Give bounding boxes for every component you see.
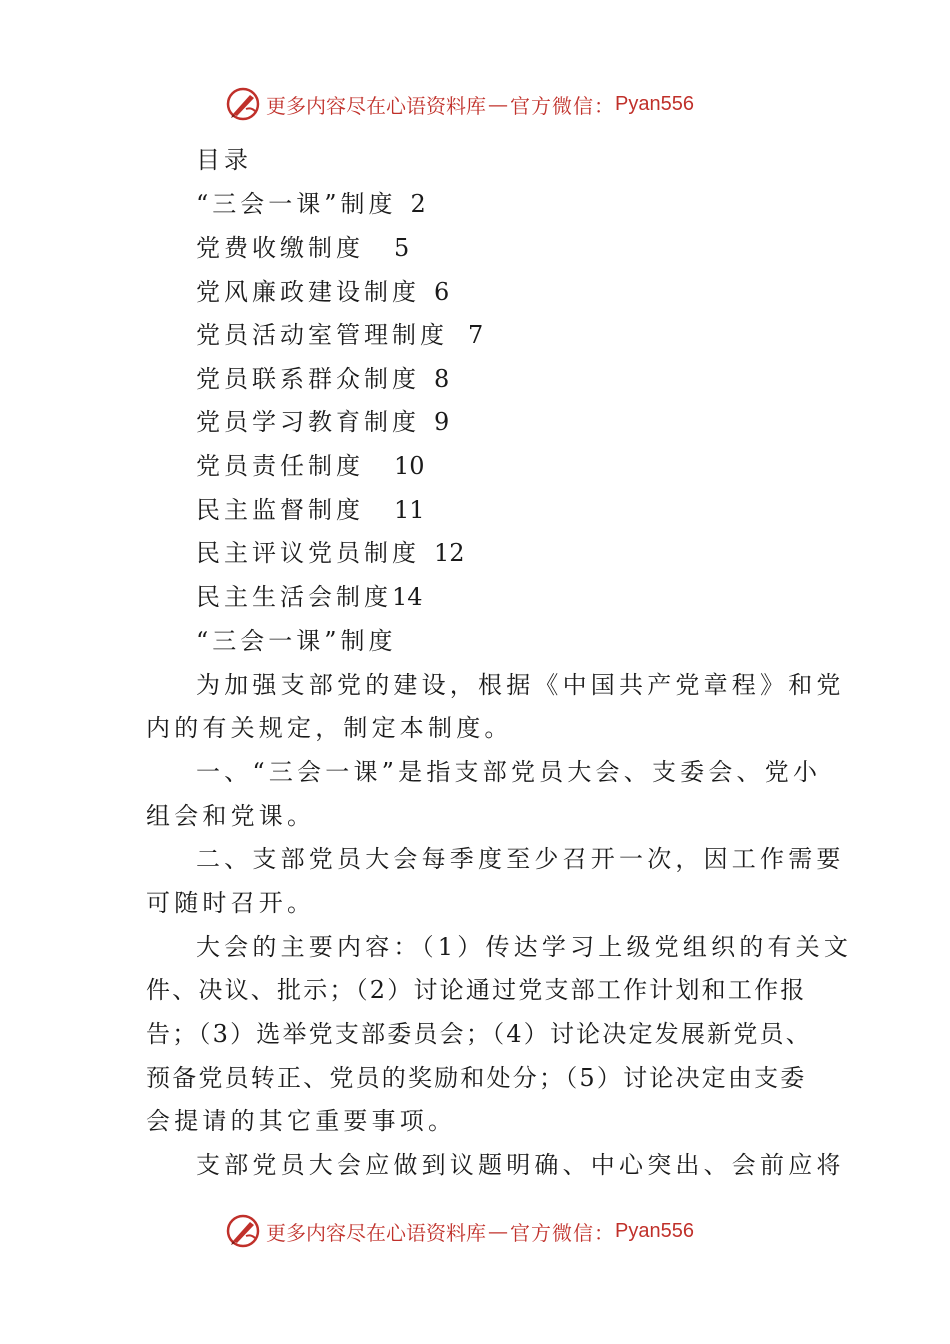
banner-wechat-label: 官方微信： <box>510 1220 615 1245</box>
toc-item <box>196 189 426 219</box>
toc-title: 目录 <box>196 146 252 174</box>
toc-item <box>196 451 425 481</box>
banner-wechat-id: Pyan556 <box>615 1219 694 1242</box>
toc-item-label: 党员活动室管理制度 <box>196 321 448 349</box>
body-line: 组会和党课。 <box>146 802 316 830</box>
banner-wechat-label: 官方微信： <box>510 93 615 118</box>
body-line: 会提请的其它重要事项。 <box>146 1107 457 1135</box>
body-line: 告；（3）选举党支部委员会；（4）讨论决定发展新党员、 <box>146 1020 812 1048</box>
pen-logo-icon <box>224 85 262 123</box>
toc-item <box>196 277 449 307</box>
toc-item-page: 14 <box>392 583 423 611</box>
body-line: 一、“三会一课”是指支部党员大会、支委会、党小 <box>196 758 822 786</box>
toc-item-page: 8 <box>434 365 450 393</box>
banner-dash: — <box>488 92 508 116</box>
toc-item-label: “三会一课”制度 <box>196 190 397 218</box>
toc-item <box>196 538 465 568</box>
toc-item <box>196 582 423 612</box>
toc-item-page: 11 <box>394 496 425 524</box>
toc-item-label: 党员学习教育制度 <box>196 408 420 436</box>
body-line: 内的有关规定，制定本制度。 <box>146 714 513 742</box>
toc-item-label: 党费收缴制度 <box>196 234 364 262</box>
body-line: 为加强支部党的建设，根据《中国共产党章程》和党 <box>196 671 845 699</box>
header-banner <box>0 82 950 126</box>
body-line: 件、决议、批示；（2）讨论通过党支部工作计划和工作报 <box>146 976 807 1004</box>
banner-main-text: 更多内容尽在心语资料库 <box>266 1220 486 1245</box>
banner-dash: — <box>488 1219 508 1243</box>
toc-item-page: 9 <box>434 408 450 436</box>
toc-item-label: 民主评议党员制度 <box>196 539 420 567</box>
pen-logo-icon <box>224 1212 262 1250</box>
toc-item-page: 2 <box>410 190 426 218</box>
toc-item-label: 民主监督制度 <box>196 496 364 524</box>
banner-main-text: 更多内容尽在心语资料库 <box>266 93 486 118</box>
toc-item-page: 6 <box>434 278 450 306</box>
toc-item-page: 5 <box>394 234 410 262</box>
toc-item <box>196 495 425 525</box>
toc-item-page: 12 <box>434 539 465 567</box>
toc-item-label: 党员责任制度 <box>196 452 364 480</box>
toc-item-label: 民主生活会制度 <box>196 583 392 611</box>
body-line: 支部党员大会应做到议题明确、中心突出、会前应将 <box>196 1151 845 1179</box>
section-heading: “三会一课”制度 <box>196 627 397 655</box>
toc-item <box>196 320 483 350</box>
toc-item-page: 10 <box>394 452 425 480</box>
banner-wechat-id: Pyan556 <box>615 92 694 115</box>
toc-item-page: 7 <box>468 321 484 349</box>
footer-banner <box>0 1209 950 1253</box>
toc-item <box>196 364 449 394</box>
body-line: 二、支部党员大会每季度至少召开一次，因工作需要 <box>196 845 845 873</box>
body-line: 可随时召开。 <box>146 889 316 917</box>
toc-item <box>196 407 449 437</box>
body-line: 预备党员转正、党员的奖励和处分；（5）讨论决定由支委 <box>146 1064 807 1092</box>
body-line: 大会的主要内容：（1）传达学习上级党组织的有关文 <box>196 933 853 961</box>
toc-item-label: 党风廉政建设制度 <box>196 278 420 306</box>
toc-item <box>196 233 409 263</box>
toc-item-label: 党员联系群众制度 <box>196 365 420 393</box>
